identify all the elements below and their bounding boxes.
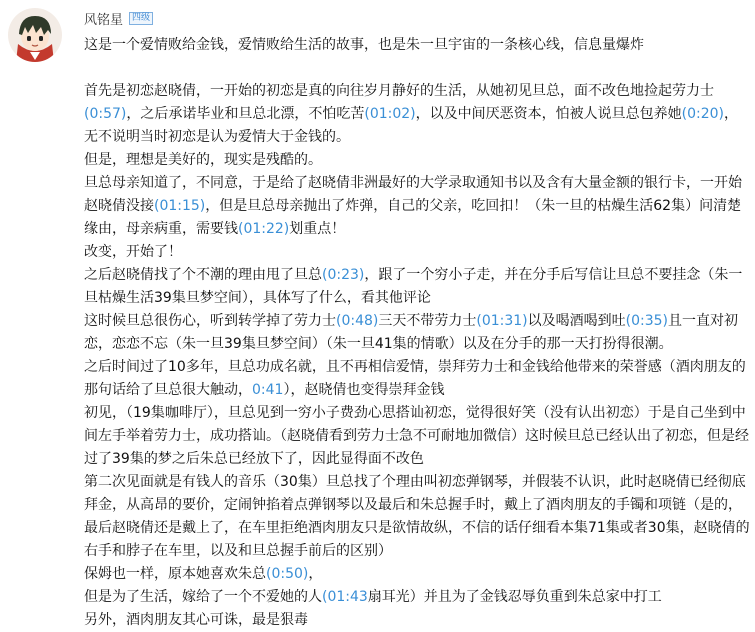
comment-paragraph (84, 172, 750, 241)
paragraph-text: 这时候旦总很伤心，听到转学掉了劳力士 (84, 313, 336, 329)
timestamp-link[interactable]: (01:43 (322, 589, 368, 605)
comment-paragraph (84, 149, 750, 172)
paragraph-text: 且一直对初恋，恋恋不忘（朱一旦39集旦梦空间）（朱一旦41集的情歌）以及在分手的那一天打扮得很潮。 (84, 313, 739, 352)
timestamp-link[interactable]: (01:22) (238, 221, 290, 237)
comment-paragraph (84, 264, 750, 310)
timestamp-link[interactable]: (0:48) (336, 313, 379, 329)
paragraph-text: 之后时间过了10多年，旦总功成名就，且不再相信爱情，崇拜劳力士和金钱给他带来的荣誉感（酒肉朋友的那句话给了旦总很大触动， (84, 359, 746, 398)
comment-paragraph (84, 80, 750, 149)
comment-paragraph (84, 402, 750, 471)
timestamp-link[interactable]: 0:41 (252, 382, 284, 398)
paragraph-text: 另外，酒肉朋友其心可诛，最是狠毒 (84, 612, 308, 628)
paragraph-text: 旦总母亲知道了，不同意，于是给了赵晓倩非洲最好的大学录取通知书以及含有大量金额的银行卡，一开始赵晓倩没接 (84, 175, 742, 214)
timestamp-link[interactable]: (0:20) (681, 106, 725, 122)
paragraph-text: ，无不说明当时初恋是认为爱情大于金钱的。 (84, 106, 739, 145)
comment-paragraph (84, 241, 750, 264)
paragraph-text: 但是，理想是美好的，现实是残酷的。 (84, 152, 322, 168)
paragraph-text: ，但是旦总母亲抛出了炸弹，自己的父亲，吃回扣！（朱一旦的枯燥生活62集）问清楚缘由，母亲病重，需要钱 (84, 198, 742, 237)
paragraph-text: ，以及中间厌恶资本，怕被人说旦总包养她 (415, 106, 682, 122)
paragraph-text: ），赵晓倩也变得崇拜金钱 (283, 382, 445, 398)
timestamp-link[interactable]: (01:15) (154, 198, 206, 214)
paragraph-text: 但是为了生活，嫁给了一个不爱她的人 (84, 589, 322, 605)
comment-paragraph (84, 586, 750, 609)
timestamp-link[interactable]: (0:50) (266, 566, 309, 582)
comment-paragraph (84, 356, 750, 402)
comment-paragraphs (84, 80, 750, 632)
user-level-badge: 四级 (129, 12, 153, 25)
paragraph-text: ，之后承诺毕业和旦总北漂，不怕吃苦 (126, 106, 365, 122)
paragraph-text: 三天不带劳力士 (378, 313, 477, 329)
timestamp-link[interactable]: (0:35) (625, 313, 669, 329)
paragraph-text: 保姆也一样，原本她喜欢朱总 (84, 566, 266, 582)
comment-paragraph (84, 471, 750, 563)
comment-paragraph (84, 609, 750, 632)
paragraph-text: 改变，开始了！ (84, 244, 182, 260)
paragraph-text: 第二次见面就是有钱人的音乐（30集）旦总找了个理由叫初恋弹钢琴，并假装不认识，此时赵晓倩已经彻底拜金，从高昂的要价，定闹钟掐着点弹钢琴以及最后和朱总握手时，戴上了酒肉朋友的手镯和项链（是的，最后赵晓倩还是戴上了，在车里拒绝酒肉朋友只是欲情故纵，不信的话仔细看本集71集或者30集，赵晓倩的右手和脖子在车里，以及和旦总握手前后的区别） (84, 474, 750, 559)
paragraph-text: 之后赵晓倩找了个不潮的理由甩了旦总 (84, 267, 322, 283)
username[interactable]: 风铭星 (84, 13, 124, 28)
timestamp-link[interactable]: (01:02) (364, 106, 416, 122)
paragraph-text: 以及喝酒喝到吐 (527, 313, 626, 329)
blank-line (84, 57, 750, 80)
paragraph-text: ，跟了一个穷小子走，并在分手后写信让旦总不要挂念（朱一旦枯燥生活39集旦梦空间），具体写了什么，看其他评论 (84, 267, 743, 306)
comment-intro: 这是一个爱情败给金钱，爱情败给生活的故事，也是朱一旦宇宙的一条核心线，信息量爆炸 (84, 37, 644, 53)
timestamp-link[interactable]: (01:31) (476, 313, 528, 329)
paragraph-text: 划重点！ (289, 221, 346, 237)
paragraph-text: 首先是初恋赵晓倩，一开始的初恋是真的向往岁月静好的生活，从她初见旦总，面不改色地捡起劳力士 (84, 83, 714, 99)
comment-paragraph (84, 563, 750, 586)
paragraph-text: 扇耳光）并且为了金钱忍辱负重到朱总家中打工 (367, 589, 662, 605)
comment-paragraph (84, 310, 750, 356)
comment-body (84, 34, 750, 632)
paragraph-text: ， (308, 566, 323, 582)
timestamp-link[interactable]: (0:23) (322, 267, 365, 283)
paragraph-text: 初见，（19集咖啡厅），旦总见到一穷小子费劲心思搭讪初恋，觉得很好笑（没有认出初恋）于是自己坐到中间左手举着劳力士，成功搭讪。（赵晓倩看到劳力士急不可耐地加微信）这时候旦总已经认出了初恋，但是经过了39集的梦之后朱总已经放下了，因此显得面不改色 (84, 405, 749, 467)
timestamp-link[interactable]: (0:57) (84, 106, 127, 122)
avatar[interactable] (8, 8, 62, 62)
avatar-image (8, 8, 62, 62)
